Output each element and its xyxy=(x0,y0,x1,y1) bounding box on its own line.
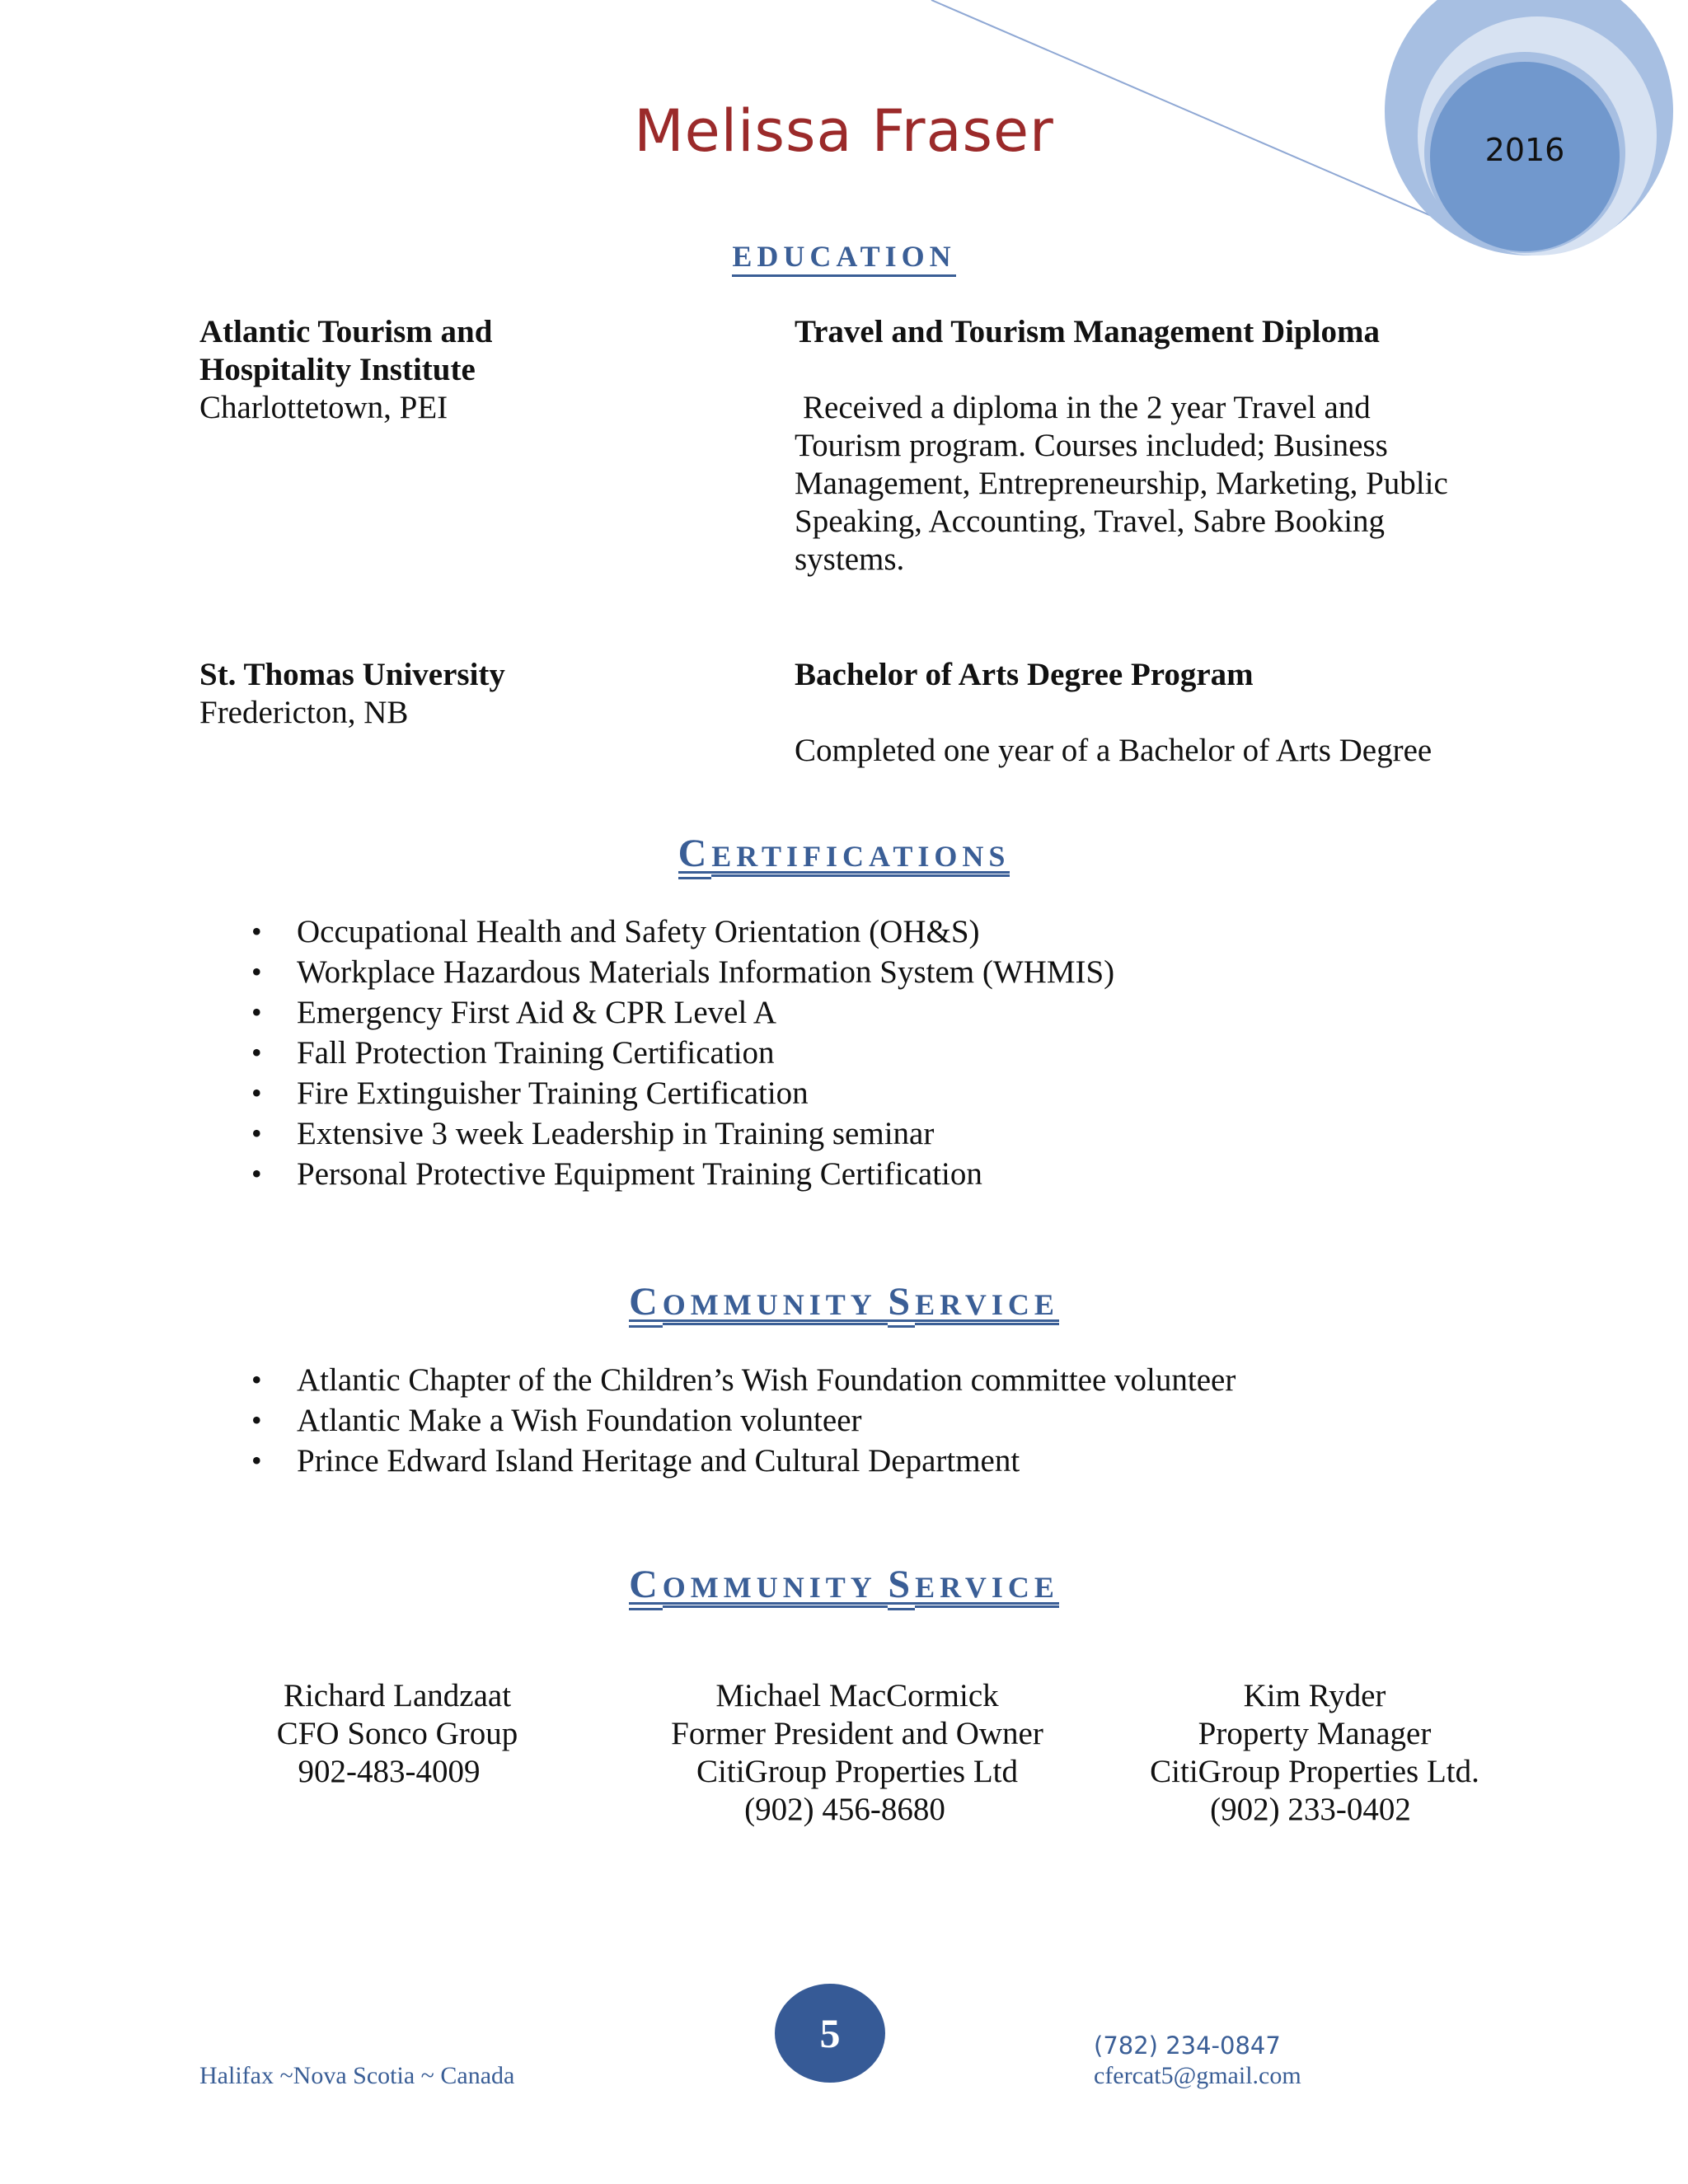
program-desc-line: systems. xyxy=(795,541,905,577)
program-desc-line: Received a diploma in the 2 year Travel and xyxy=(803,390,1371,425)
program-desc-line: Tourism program. Courses included; Business xyxy=(795,428,1388,463)
heading-rest: OMMUNITY xyxy=(663,1288,889,1325)
reference-title: CFO Sonco Group xyxy=(276,1716,518,1751)
heading-rest: ERVICE xyxy=(915,1571,1059,1608)
reference-title: Property Manager xyxy=(1198,1716,1432,1751)
reference-company: CitiGroup Properties Ltd. xyxy=(1150,1754,1479,1789)
reference-phone: 902-483-4009 xyxy=(298,1754,481,1789)
page-number-badge: 5 xyxy=(775,1984,885,2083)
list-item: • Prince Edward Island Heritage and Cultural Department xyxy=(251,1441,1236,1481)
heading-initial: C xyxy=(678,832,712,879)
list-item: • Occupational Health and Safety Orientation (OH&S) xyxy=(251,912,1114,952)
list-item: • Fire Extinguisher Training Certification xyxy=(251,1073,1114,1113)
list-item: • Workplace Hazardous Materials Information System (WHMIS) xyxy=(251,952,1114,992)
heading-initial: C xyxy=(629,1280,663,1328)
education-heading xyxy=(0,239,1688,274)
certifications-list xyxy=(251,912,1114,1194)
reference-phone: (902) 233-0402 xyxy=(1210,1792,1411,1827)
list-item: • Emergency First Aid & CPR Level A xyxy=(251,992,1114,1033)
community-service-list xyxy=(251,1360,1236,1481)
list-item: • Personal Protective Equipment Training Certification xyxy=(251,1154,1114,1194)
list-item: • Fall Protection Training Certification xyxy=(251,1033,1114,1073)
list-item: • Extensive 3 week Leadership in Training seminar xyxy=(251,1113,1114,1154)
list-item: • Atlantic Chapter of the Children’s Wish Foundation committee volunteer xyxy=(251,1360,1236,1400)
footer-location: Halifax ~Nova Scotia ~ Canada xyxy=(199,2062,515,2089)
footer-email: cfercat5@gmail.com xyxy=(1094,2062,1301,2089)
heading-rest: OMMUNITY xyxy=(663,1571,889,1608)
reference-name: Richard Landzaat xyxy=(283,1678,512,1713)
education-heading-text: EDUCATION xyxy=(732,240,955,277)
program-name: Travel and Tourism Management Diploma xyxy=(795,314,1380,349)
school-location: Fredericton, NB xyxy=(199,695,409,730)
certifications-heading xyxy=(0,831,1688,876)
community-service-heading xyxy=(0,1279,1688,1324)
reference-company: CitiGroup Properties Ltd xyxy=(696,1754,1018,1789)
education-school-1 xyxy=(199,313,694,427)
program-desc-line: Speaking, Accounting, Travel, Sabre Booking xyxy=(795,504,1386,539)
references-heading xyxy=(0,1562,1688,1607)
education-program-1 xyxy=(795,313,1536,579)
school-name-line: Hospitality Institute xyxy=(199,352,476,387)
year-label: 2016 xyxy=(1484,132,1565,168)
heading-initial: C xyxy=(629,1563,663,1610)
school-name-line: Atlantic Tourism and xyxy=(199,314,493,349)
school-name-line: St. Thomas University xyxy=(199,657,505,692)
reference-card xyxy=(1121,1677,1508,1829)
footer-phone: (782) 234-0847 xyxy=(1094,2032,1281,2060)
reference-title: Former President and Owner xyxy=(671,1716,1043,1751)
reference-name: Kim Ryder xyxy=(1243,1678,1386,1713)
candidate-name: Melissa Fraser xyxy=(634,97,1054,165)
list-item: • Atlantic Make a Wish Foundation volunteer xyxy=(251,1400,1236,1441)
school-location: Charlottetown, PEI xyxy=(199,390,448,425)
reference-card xyxy=(635,1677,1080,1829)
education-program-2 xyxy=(795,656,1536,770)
heading-initial: S xyxy=(888,1563,915,1610)
heading-rest: ERTIFICATIONS xyxy=(711,840,1010,877)
heading-rest: ERVICE xyxy=(915,1288,1059,1325)
program-name: Bachelor of Arts Degree Program xyxy=(795,657,1254,692)
reference-card xyxy=(232,1677,562,1791)
reference-phone: (902) 456-8680 xyxy=(744,1792,945,1827)
heading-initial: S xyxy=(888,1280,915,1328)
program-desc-line: Completed one year of a Bachelor of Arts Degree xyxy=(795,733,1432,768)
education-school-2 xyxy=(199,656,694,732)
program-desc-line: Management, Entrepreneurship, Marketing, Public xyxy=(795,466,1448,501)
reference-name: Michael MacCormick xyxy=(715,1678,999,1713)
